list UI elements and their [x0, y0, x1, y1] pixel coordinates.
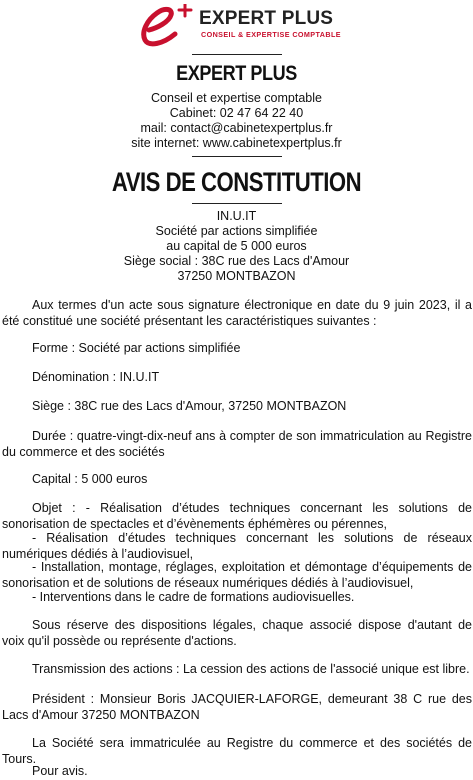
company-city: 37250 MONTBAZON — [177, 269, 296, 283]
denomination-line: Dénomination : IN.U.IT — [32, 370, 160, 384]
duree-paragraph: Durée : quatre-vingt-dix-neuf ans à compter de son immatriculation au Registre du commerce et des sociétés — [2, 429, 472, 459]
cabinet-tagline: Conseil et expertise comptable — [151, 91, 322, 105]
divider — [192, 203, 282, 204]
objet-item-1: Objet : - Réalisation d’études techniques concernant les solutions de sonorisation de spectacles et d’évènements éphémères ou pérennes, — [2, 501, 472, 531]
cabinet-email: mail: contact@cabinetexpertplus.fr — [140, 121, 333, 135]
cabinet-website: site internet: www.cabinetexpertplus.fr — [131, 136, 342, 150]
transmission-line: Transmission des actions : La cession des actions de l'associé unique est libre. — [32, 662, 470, 676]
objet-item-4: - Interventions dans le cadre de formations audiovisuelles. — [32, 590, 355, 604]
company-seat: Siège social : 38C rue des Lacs d'Amour — [123, 254, 350, 268]
cabinet-phone: Cabinet: 02 47 64 22 40 — [169, 106, 304, 120]
e-plus-logo-mark — [135, 4, 199, 48]
president-paragraph: Président : Monsieur Boris JACQUIER-LAFORGE, demeurant 38 C rue des Lacs d'Amour 37250 MONTBAZON — [2, 692, 472, 722]
vote-paragraph: Sous réserve des dispositions légales, chaque associé dispose d'autant de voix qu'il possède ou représente d'actions. — [2, 618, 472, 648]
forme-line: Forme : Société par actions simplifiée — [32, 341, 241, 355]
intro-paragraph: Aux termes d'un acte sous signature électronique en date du 9 juin 2023, il a été constitué une société présentant les caractéristiques suivantes : — [2, 298, 472, 328]
closing-line: Pour avis. — [32, 764, 88, 778]
logo-tagline: CONSEIL & EXPERTISE COMPTABLE — [201, 30, 341, 39]
divider — [192, 156, 282, 157]
company-capital: au capital de 5 000 euros — [166, 239, 307, 253]
cabinet-title: EXPERT PLUS — [176, 62, 297, 85]
objet-item-3: - Installation, montage, réglages, exploitation et démontage d’équipements de sonorisation et de solutions de réseaux numériques dédiés à l’audiovisuel, — [2, 560, 472, 590]
objet-item-2: - Réalisation d’études techniques concernant les solutions de réseaux numériques dédiés à l’audiovisuel, — [2, 531, 472, 561]
capital-line: Capital : 5 000 euros — [32, 472, 148, 486]
divider — [192, 54, 282, 55]
company-form: Société par actions simplifiée — [155, 224, 318, 238]
immatriculation-line: La Société sera immatriculée au Registre du commerce et des sociétés de Tours. — [2, 736, 472, 766]
company-name: IN.U.IT — [216, 209, 257, 223]
expert-plus-logo — [135, 4, 345, 48]
notice-title: AVIS DE CONSTITUTION — [111, 167, 362, 197]
logo-brand-name: EXPERT PLUS — [199, 8, 334, 29]
siege-line: Siège : 38C rue des Lacs d'Amour, 37250 MONTBAZON — [32, 399, 347, 413]
